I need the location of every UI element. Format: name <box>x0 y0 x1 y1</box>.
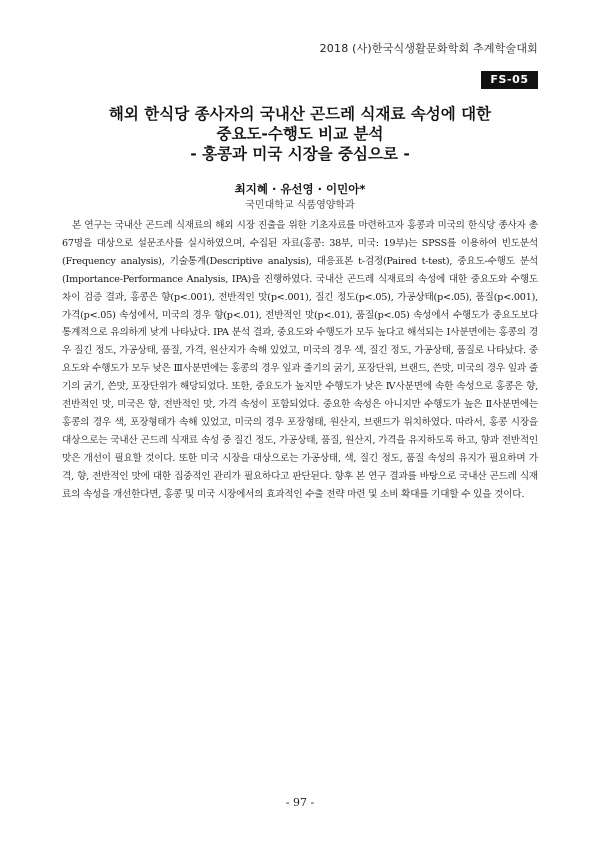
author-list: 최지혜 · 유선영 · 이민아* <box>234 182 366 196</box>
paper-title <box>60 104 540 164</box>
title-line-1: 해외 한식당 종사자의 국내산 곤드레 식재료 속성에 대한 <box>108 105 492 123</box>
session-badge: FS-05 <box>481 71 538 89</box>
title-line-2: 중요도-수행도 비교 분석 <box>216 125 384 143</box>
abstract-body: 본 연구는 국내산 곤드레 식재료의 해외 시장 진출을 위한 기초자료를 마련하고자 홍콩과 미국의 한식당 종사자 총 67명을 대상으로 설문조사를 실시하였으며, 수집된 자료(홍콩: 38부, 미국: 19부)는 SPSS를 이용하여 빈도분석(Frequency analysis), 기술통계(Descriptive analysis), 대응표본 t-검정(Paired t-test), 중요도-수행도 분석(Importance-Performance Analysis, IPA)을 진행하였다. 국내산 곤드레 식재료의 속성에 대한 중요도와 수행도 차이 검증 결과, 홍콩은 향(p<.001), 전반적인 맛(p<.001), 질긴 정도(p<.05), 가공상태(p<.05), 품질(p<.001), 가격(p<.05) 속성에서, 미국의 경우 향(p<.01), 전반적인 맛(p<.01), 품질(p<.05) 속성에서 수행도가 중요도보다 통계적으로 유의하게 낮게 나타났다. IPA 분석 결과, 중요도와 수행도가 모두 높다고 해석되는 Ⅰ사분면에는 홍콩의 경우 질긴 정도, 가공상태, 품질, 가격, 원산지가 속해 있었고, 미국의 경우 색, 질긴 정도, 가공상태, 품질로 나타났다. 중요도와 수행도가 모두 낮은 Ⅲ사분면에는 홍콩의 경우 잎과 줄기의 굵기, 포장단위, 브랜드, 쓴맛, 미국의 경우 잎과 줄기의 굵기, 쓴맛, 포장단위가 해당되었다. 또한, 중요도가 높지만 수행도가 낮은 Ⅳ사분면에 속한 속성으로 홍콩은 향, 전반적인 맛, 미국은 향, 전반적인 맛, 가격 속성이 포함되었다. 중요한 속성은 아니지만 수행도가 높은 Ⅱ사분면에는 홍콩의 경우 색, 포장형태가 속해 있었고, 미국의 경우 포장형태, 원산지, 브랜드가 위치하였다. 따라서, 홍콩 시장을 대상으로는 국내산 곤드레 식재료 속성 중 질긴 정도, 가공상태, 품질, 원산지, 가격을 유지하도록 하고, 향과 전반적인 맛은 개선이 필요할 것이다. 또한 미국 시장을 대상으로는 가공상태, 색, 질긴 정도, 품질 속성의 유지가 필요하며 가격, 향, 전반적인 맛에 대한 집중적인 관리가 필요하다고 판단된다. 향후 본 연구 결과를 바탕으로 국내산 곤드레 식재료의 속성을 개선한다면, 홍콩 및 미국 시장에서의 효과적인 수출 전략 마련 및 소비 확대를 기대할 수 있을 것이다. <box>62 220 538 500</box>
title-line-3: - 홍콩과 미국 시장을 중심으로 - <box>190 145 410 163</box>
page-number: - 97 - <box>285 796 315 809</box>
affiliation: 국민대학교 식품영양학과 <box>245 200 355 211</box>
conference-header: 2018 (사)한국식생활문화학회 추계학술대회 <box>319 42 538 55</box>
